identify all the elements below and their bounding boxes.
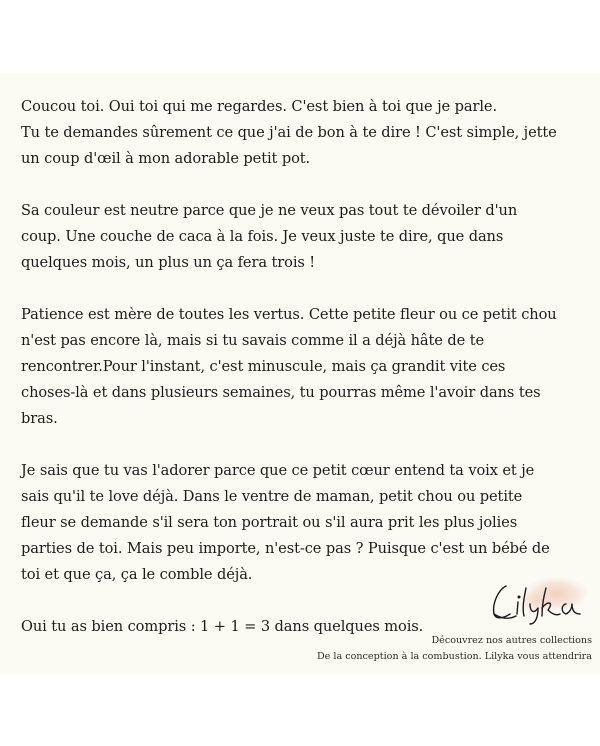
letter-paragraph-1: Coucou toi. Oui toi qui me regardes. C'est bien à toi que je parle. Tu te demandes sûrement ce que j'ai de bon à te dire ! C'est simple, jette un coup d'œil à mon adorable petit pot.	[21, 98, 557, 167]
letter-body	[21, 94, 587, 640]
letter-paragraph-3: Patience est mère de toutes les vertus. Cette petite fleur ou ce petit chou n'est pas encore là, mais si tu savais comme il a déjà hâte de te rencontrer.Pour l'instant, c'est minuscule, mais ça grandit vite ces choses-là et dans plusieurs semaines, tu pourras même l'avoir dans tes bras.	[21, 306, 557, 427]
footer-tagline: De la conception à la combustion. Lilyka vous attendrira	[316, 651, 592, 662]
footer	[317, 633, 592, 665]
footer-collections-line: Découvrez nos autres collections	[431, 635, 592, 646]
lilyka-signature-logo	[484, 574, 594, 626]
letter-paragraph-5: Oui tu as bien compris : 1 + 1 = 3 dans quelques mois.	[21, 618, 424, 635]
letter-paragraph-4: Je sais que tu vas l'adorer parce que ce petit cœur entend ta voix et je sais qu'il te love déjà. Dans le ventre de maman, petit chou ou petite fleur se demande s'il sera ton portrait ou s'il aura prit les plus jolies parties de toi. Mais peu importe, n'est-ce pas ? Puisque c'est un bébé de toi et que ça, ça le comble déjà.	[21, 462, 550, 583]
signature-icon	[484, 574, 594, 626]
letter-paragraph-2: Sa couleur est neutre parce que je ne veux pas tout te dévoiler d'un coup. Une couche de caca à la fois. Je veux juste te dire, que dans quelques mois, un plus un ça fera trois !	[21, 202, 518, 271]
